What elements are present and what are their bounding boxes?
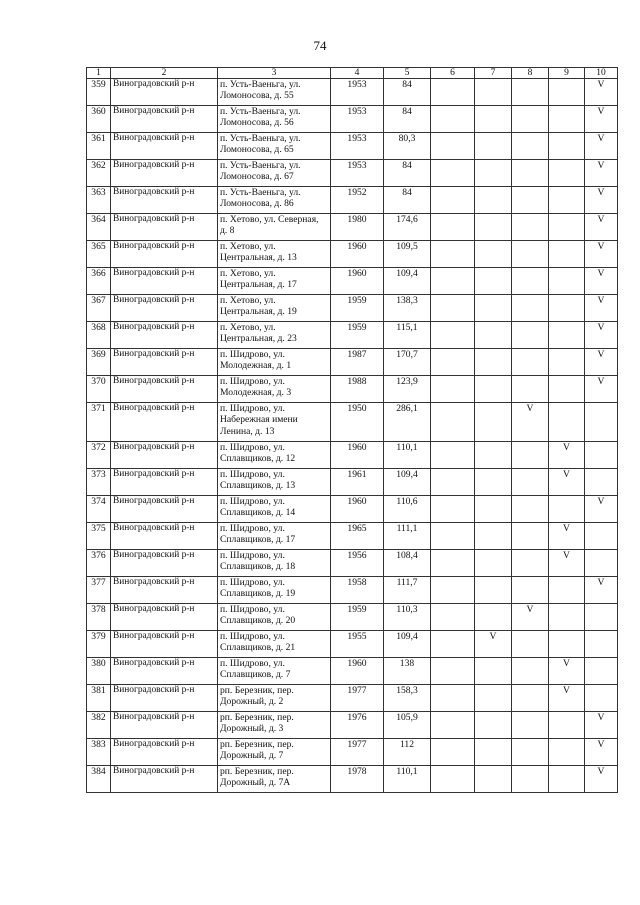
row-number: 373 <box>87 469 111 496</box>
row-number: 377 <box>87 577 111 604</box>
mark-col-9 <box>549 766 585 793</box>
address-cell: п. Хетово, ул. Центральная, д. 23 <box>218 322 331 349</box>
table-row <box>87 322 618 349</box>
mark-col-8 <box>512 133 549 160</box>
table-row <box>87 685 618 712</box>
mark-col-6 <box>431 403 475 442</box>
mark-col-9 <box>549 214 585 241</box>
year-cell: 1965 <box>331 523 384 550</box>
mark-col-9 <box>549 106 585 133</box>
row-number: 365 <box>87 241 111 268</box>
area-cell: 109,5 <box>384 241 431 268</box>
year-cell: 1960 <box>331 268 384 295</box>
address-cell: п. Усть-Ваеньга, ул. Ломоносова, д. 56 <box>218 106 331 133</box>
year-cell: 1959 <box>331 295 384 322</box>
mark-col-8 <box>512 214 549 241</box>
row-number: 383 <box>87 739 111 766</box>
mark-col-6 <box>431 241 475 268</box>
mark-col-7 <box>475 187 512 214</box>
mark-col-10: V <box>585 295 618 322</box>
mark-col-7: V <box>475 631 512 658</box>
year-cell: 1960 <box>331 658 384 685</box>
area-cell: 110,1 <box>384 766 431 793</box>
mark-col-8: V <box>512 604 549 631</box>
address-cell: п. Хетово, ул. Центральная, д. 17 <box>218 268 331 295</box>
mark-col-8 <box>512 106 549 133</box>
year-cell: 1960 <box>331 442 384 469</box>
area-cell: 109,4 <box>384 631 431 658</box>
column-header: 4 <box>331 68 384 79</box>
address-cell: п. Шидрово, ул. Сплавщиков, д. 13 <box>218 469 331 496</box>
table-row <box>87 295 618 322</box>
address-cell: п. Шидрово, ул. Сплавщиков, д. 18 <box>218 550 331 577</box>
mark-col-9 <box>549 403 585 442</box>
district-cell: Виноградовский р-н <box>111 241 218 268</box>
mark-col-10 <box>585 550 618 577</box>
mark-col-7 <box>475 496 512 523</box>
mark-col-10: V <box>585 187 618 214</box>
mark-col-7 <box>475 106 512 133</box>
table-row <box>87 496 618 523</box>
mark-col-7 <box>475 349 512 376</box>
district-cell: Виноградовский р-н <box>111 496 218 523</box>
mark-col-7 <box>475 550 512 577</box>
mark-col-7 <box>475 604 512 631</box>
mark-col-7 <box>475 376 512 403</box>
mark-col-8 <box>512 577 549 604</box>
address-cell: п. Шидрово, ул. Сплавщиков, д. 17 <box>218 523 331 550</box>
district-cell: Виноградовский р-н <box>111 349 218 376</box>
column-header: 7 <box>475 68 512 79</box>
address-cell: п. Хетово, ул. Центральная, д. 19 <box>218 295 331 322</box>
table-row <box>87 403 618 442</box>
mark-col-9 <box>549 79 585 106</box>
mark-col-9: V <box>549 685 585 712</box>
district-cell: Виноградовский р-н <box>111 523 218 550</box>
mark-col-9: V <box>549 523 585 550</box>
address-cell: п. Усть-Ваеньга, ул. Ломоносова, д. 67 <box>218 160 331 187</box>
mark-col-7 <box>475 739 512 766</box>
mark-col-7 <box>475 577 512 604</box>
mark-col-10 <box>585 523 618 550</box>
table-row <box>87 523 618 550</box>
mark-col-6 <box>431 187 475 214</box>
mark-col-10: V <box>585 214 618 241</box>
district-cell: Виноградовский р-н <box>111 268 218 295</box>
address-cell: рп. Березник, пер. Дорожный, д. 2 <box>218 685 331 712</box>
column-number-row <box>87 68 618 79</box>
mark-col-9 <box>549 268 585 295</box>
mark-col-6 <box>431 496 475 523</box>
area-cell: 110,6 <box>384 496 431 523</box>
year-cell: 1977 <box>331 685 384 712</box>
district-cell: Виноградовский р-н <box>111 685 218 712</box>
mark-col-7 <box>475 268 512 295</box>
row-number: 361 <box>87 133 111 160</box>
district-cell: Виноградовский р-н <box>111 604 218 631</box>
address-cell: п. Шидрово, ул. Сплавщиков, д. 20 <box>218 604 331 631</box>
area-cell: 138 <box>384 658 431 685</box>
address-cell: п. Хетово, ул. Центральная, д. 13 <box>218 241 331 268</box>
mark-col-10: V <box>585 79 618 106</box>
district-cell: Виноградовский р-н <box>111 766 218 793</box>
row-number: 369 <box>87 349 111 376</box>
row-number: 384 <box>87 766 111 793</box>
year-cell: 1980 <box>331 214 384 241</box>
mark-col-7 <box>475 322 512 349</box>
address-cell: п. Усть-Ваеньга, ул. Ломоносова, д. 55 <box>218 79 331 106</box>
row-number: 378 <box>87 604 111 631</box>
district-cell: Виноградовский р-н <box>111 577 218 604</box>
mark-col-10 <box>585 442 618 469</box>
row-number: 360 <box>87 106 111 133</box>
row-number: 368 <box>87 322 111 349</box>
district-cell: Виноградовский р-н <box>111 295 218 322</box>
mark-col-10: V <box>585 496 618 523</box>
mark-col-10 <box>585 685 618 712</box>
mark-col-10: V <box>585 376 618 403</box>
table-row <box>87 214 618 241</box>
year-cell: 1960 <box>331 241 384 268</box>
mark-col-8 <box>512 631 549 658</box>
page-number: 74 <box>313 38 327 53</box>
area-cell: 111,1 <box>384 523 431 550</box>
district-cell: Виноградовский р-н <box>111 322 218 349</box>
mark-col-8 <box>512 550 549 577</box>
mark-col-6 <box>431 739 475 766</box>
district-cell: Виноградовский р-н <box>111 214 218 241</box>
table-row <box>87 631 618 658</box>
mark-col-8 <box>512 469 549 496</box>
mark-col-9 <box>549 187 585 214</box>
row-number: 364 <box>87 214 111 241</box>
mark-col-8 <box>512 295 549 322</box>
year-cell: 1953 <box>331 79 384 106</box>
row-number: 370 <box>87 376 111 403</box>
mark-col-8 <box>512 766 549 793</box>
district-cell: Виноградовский р-н <box>111 469 218 496</box>
mark-col-9 <box>549 160 585 187</box>
mark-col-6 <box>431 712 475 739</box>
table-row <box>87 376 618 403</box>
mark-col-6 <box>431 133 475 160</box>
mark-col-9 <box>549 577 585 604</box>
mark-col-9 <box>549 322 585 349</box>
mark-col-9 <box>549 376 585 403</box>
address-cell: п. Шидрово, ул. Набережная имени Ленина, д. 13 <box>218 403 331 442</box>
district-cell: Виноградовский р-н <box>111 658 218 685</box>
mark-col-9 <box>549 604 585 631</box>
mark-col-8 <box>512 322 549 349</box>
row-number: 375 <box>87 523 111 550</box>
mark-col-7 <box>475 658 512 685</box>
year-cell: 1987 <box>331 349 384 376</box>
year-cell: 1953 <box>331 133 384 160</box>
row-number: 381 <box>87 685 111 712</box>
address-cell: рп. Березник, пер. Дорожный, д. 7 <box>218 739 331 766</box>
mark-col-10 <box>585 469 618 496</box>
mark-col-9 <box>549 712 585 739</box>
mark-col-8 <box>512 442 549 469</box>
row-number: 376 <box>87 550 111 577</box>
mark-col-7 <box>475 403 512 442</box>
mark-col-10: V <box>585 106 618 133</box>
mark-col-7 <box>475 766 512 793</box>
mark-col-9 <box>549 739 585 766</box>
table-row <box>87 160 618 187</box>
mark-col-9: V <box>549 469 585 496</box>
row-number: 362 <box>87 160 111 187</box>
area-cell: 84 <box>384 160 431 187</box>
row-number: 367 <box>87 295 111 322</box>
address-cell: п. Хетово, ул. Северная, д. 8 <box>218 214 331 241</box>
table-row <box>87 739 618 766</box>
mark-col-7 <box>475 442 512 469</box>
mark-col-8 <box>512 496 549 523</box>
year-cell: 1977 <box>331 739 384 766</box>
mark-col-7 <box>475 295 512 322</box>
row-number: 371 <box>87 403 111 442</box>
year-cell: 1955 <box>331 631 384 658</box>
table-row <box>87 577 618 604</box>
area-cell: 108,4 <box>384 550 431 577</box>
year-cell: 1956 <box>331 550 384 577</box>
area-cell: 110,1 <box>384 442 431 469</box>
address-cell: п. Шидрово, ул. Молодежная, д. 1 <box>218 349 331 376</box>
mark-col-10: V <box>585 241 618 268</box>
column-header: 5 <box>384 68 431 79</box>
mark-col-9 <box>549 631 585 658</box>
area-cell: 110,3 <box>384 604 431 631</box>
mark-col-8 <box>512 685 549 712</box>
mark-col-8 <box>512 658 549 685</box>
area-cell: 123,9 <box>384 376 431 403</box>
year-cell: 1953 <box>331 160 384 187</box>
mark-col-10: V <box>585 766 618 793</box>
column-header: 8 <box>512 68 549 79</box>
mark-col-6 <box>431 268 475 295</box>
mark-col-9 <box>549 295 585 322</box>
district-cell: Виноградовский р-н <box>111 550 218 577</box>
mark-col-10: V <box>585 712 618 739</box>
mark-col-6 <box>431 469 475 496</box>
address-cell: рп. Березник, пер. Дорожный, д. 3 <box>218 712 331 739</box>
mark-col-9: V <box>549 658 585 685</box>
district-cell: Виноградовский р-н <box>111 631 218 658</box>
mark-col-8 <box>512 187 549 214</box>
table-row <box>87 187 618 214</box>
mark-col-6 <box>431 376 475 403</box>
area-cell: 115,1 <box>384 322 431 349</box>
mark-col-6 <box>431 604 475 631</box>
mark-col-6 <box>431 550 475 577</box>
district-cell: Виноградовский р-н <box>111 187 218 214</box>
row-number: 363 <box>87 187 111 214</box>
mark-col-10: V <box>585 577 618 604</box>
mark-col-8 <box>512 376 549 403</box>
year-cell: 1961 <box>331 469 384 496</box>
table-row <box>87 349 618 376</box>
mark-col-6 <box>431 160 475 187</box>
mark-col-9 <box>549 241 585 268</box>
mark-col-10: V <box>585 322 618 349</box>
mark-col-7 <box>475 79 512 106</box>
table-row <box>87 550 618 577</box>
column-header: 6 <box>431 68 475 79</box>
area-cell: 174,6 <box>384 214 431 241</box>
mark-col-8 <box>512 739 549 766</box>
table-row <box>87 604 618 631</box>
year-cell: 1958 <box>331 577 384 604</box>
year-cell: 1959 <box>331 604 384 631</box>
district-cell: Виноградовский р-н <box>111 403 218 442</box>
row-number: 374 <box>87 496 111 523</box>
mark-col-9: V <box>549 442 585 469</box>
area-cell: 111,7 <box>384 577 431 604</box>
area-cell: 158,3 <box>384 685 431 712</box>
mark-col-9 <box>549 133 585 160</box>
year-cell: 1953 <box>331 106 384 133</box>
table-row <box>87 79 618 106</box>
mark-col-8: V <box>512 403 549 442</box>
mark-col-10: V <box>585 133 618 160</box>
table-row <box>87 442 618 469</box>
address-cell: п. Усть-Ваеньга, ул. Ломоносова, д. 65 <box>218 133 331 160</box>
housing-register-table <box>86 67 618 793</box>
area-cell: 84 <box>384 187 431 214</box>
row-number: 380 <box>87 658 111 685</box>
mark-col-10: V <box>585 739 618 766</box>
district-cell: Виноградовский р-н <box>111 79 218 106</box>
mark-col-8 <box>512 712 549 739</box>
address-cell: п. Шидрово, ул. Сплавщиков, д. 19 <box>218 577 331 604</box>
mark-col-8 <box>512 160 549 187</box>
table-row <box>87 241 618 268</box>
mark-col-7 <box>475 133 512 160</box>
address-cell: п. Шидрово, ул. Сплавщиков, д. 21 <box>218 631 331 658</box>
mark-col-10: V <box>585 268 618 295</box>
area-cell: 80,3 <box>384 133 431 160</box>
area-cell: 286,1 <box>384 403 431 442</box>
row-number: 382 <box>87 712 111 739</box>
mark-col-7 <box>475 241 512 268</box>
column-header: 1 <box>87 68 111 79</box>
mark-col-6 <box>431 79 475 106</box>
area-cell: 109,4 <box>384 268 431 295</box>
district-cell: Виноградовский р-н <box>111 376 218 403</box>
area-cell: 138,3 <box>384 295 431 322</box>
address-cell: п. Усть-Ваеньга, ул. Ломоносова, д. 86 <box>218 187 331 214</box>
mark-col-7 <box>475 214 512 241</box>
mark-col-6 <box>431 322 475 349</box>
row-number: 359 <box>87 79 111 106</box>
mark-col-9 <box>549 496 585 523</box>
mark-col-7 <box>475 160 512 187</box>
mark-col-7 <box>475 523 512 550</box>
address-cell: п. Шидрово, ул. Молодежная, д. 3 <box>218 376 331 403</box>
mark-col-6 <box>431 658 475 685</box>
year-cell: 1978 <box>331 766 384 793</box>
mark-col-8 <box>512 241 549 268</box>
mark-col-8 <box>512 523 549 550</box>
column-header: 3 <box>218 68 331 79</box>
row-number: 366 <box>87 268 111 295</box>
address-cell: п. Шидрово, ул. Сплавщиков, д. 14 <box>218 496 331 523</box>
mark-col-10 <box>585 658 618 685</box>
row-number: 379 <box>87 631 111 658</box>
district-cell: Виноградовский р-н <box>111 739 218 766</box>
mark-col-9 <box>549 349 585 376</box>
year-cell: 1959 <box>331 322 384 349</box>
mark-col-10 <box>585 604 618 631</box>
mark-col-6 <box>431 349 475 376</box>
mark-col-6 <box>431 766 475 793</box>
mark-col-6 <box>431 295 475 322</box>
mark-col-7 <box>475 469 512 496</box>
row-number: 372 <box>87 442 111 469</box>
mark-col-8 <box>512 268 549 295</box>
district-cell: Виноградовский р-н <box>111 106 218 133</box>
mark-col-6 <box>431 106 475 133</box>
area-cell: 84 <box>384 106 431 133</box>
address-cell: рп. Березник, пер. Дорожный, д. 7А <box>218 766 331 793</box>
district-cell: Виноградовский р-н <box>111 442 218 469</box>
column-header: 2 <box>111 68 218 79</box>
year-cell: 1988 <box>331 376 384 403</box>
mark-col-6 <box>431 442 475 469</box>
year-cell: 1952 <box>331 187 384 214</box>
mark-col-6 <box>431 523 475 550</box>
address-cell: п. Шидрово, ул. Сплавщиков, д. 7 <box>218 658 331 685</box>
table-row <box>87 766 618 793</box>
mark-col-8 <box>512 79 549 106</box>
mark-col-9: V <box>549 550 585 577</box>
mark-col-10: V <box>585 160 618 187</box>
table-row <box>87 469 618 496</box>
mark-col-7 <box>475 712 512 739</box>
mark-col-10 <box>585 631 618 658</box>
address-cell: п. Шидрово, ул. Сплавщиков, д. 12 <box>218 442 331 469</box>
area-cell: 170,7 <box>384 349 431 376</box>
area-cell: 84 <box>384 79 431 106</box>
year-cell: 1976 <box>331 712 384 739</box>
column-header: 9 <box>549 68 585 79</box>
district-cell: Виноградовский р-н <box>111 712 218 739</box>
year-cell: 1960 <box>331 496 384 523</box>
table-row <box>87 658 618 685</box>
table-row <box>87 712 618 739</box>
column-header: 10 <box>585 68 618 79</box>
year-cell: 1950 <box>331 403 384 442</box>
mark-col-7 <box>475 685 512 712</box>
district-cell: Виноградовский р-н <box>111 133 218 160</box>
mark-col-10 <box>585 403 618 442</box>
mark-col-8 <box>512 349 549 376</box>
mark-col-6 <box>431 577 475 604</box>
district-cell: Виноградовский р-н <box>111 160 218 187</box>
area-cell: 109,4 <box>384 469 431 496</box>
area-cell: 112 <box>384 739 431 766</box>
table-row <box>87 268 618 295</box>
table-row <box>87 106 618 133</box>
mark-col-10: V <box>585 349 618 376</box>
mark-col-6 <box>431 631 475 658</box>
mark-col-6 <box>431 685 475 712</box>
table-row <box>87 133 618 160</box>
area-cell: 105,9 <box>384 712 431 739</box>
mark-col-6 <box>431 214 475 241</box>
